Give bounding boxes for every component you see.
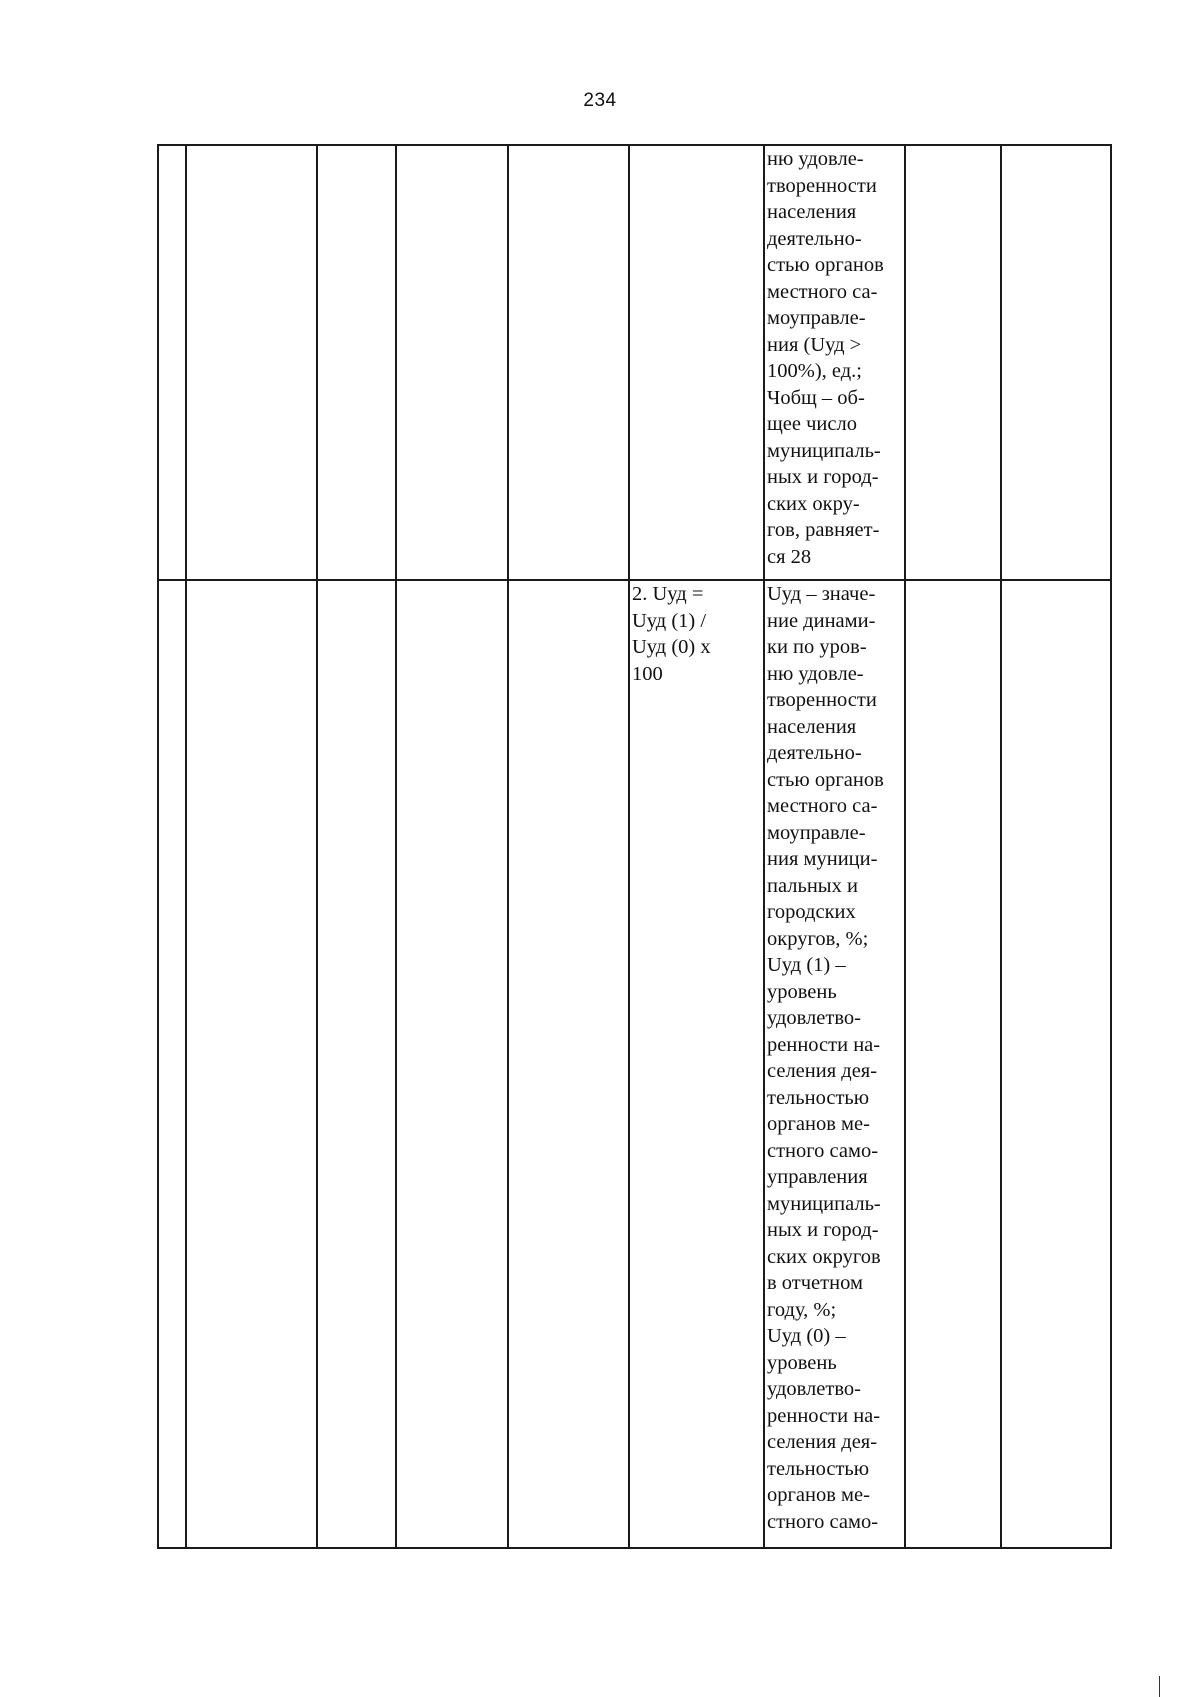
- table-cell: [396, 145, 508, 580]
- scan-mark: [1159, 1676, 1160, 1697]
- table-cell: [905, 145, 1001, 580]
- table-cell: [317, 580, 396, 1548]
- document-table: [157, 144, 1112, 1549]
- table-cell: [158, 145, 186, 580]
- table-cell: [1001, 580, 1111, 1548]
- table-cell: [317, 145, 396, 580]
- formula-cell: 2. Uуд = Uуд (1) / Uуд (0) х 100: [629, 580, 764, 1548]
- page-number: 234: [583, 90, 617, 111]
- description-cell: Uуд – значе- ние динами- ки по уров- ню удовле- творенности населения деятельно- стью органов местного са- моуправле- ния муници- пальных и городских округов, %; Uуд (1) – уровень удовлетво- ренности на- селения дея- тельностью органов ме- стного само- управления муниципаль- ных и город- ских округов в отчетном году, %; Uуд (0) – уровень удовлетво- ренности на- селения дея- тельностью органов ме- стного само-: [764, 580, 905, 1548]
- table-cell: [1001, 145, 1111, 580]
- table-cell: [508, 580, 629, 1548]
- table-row: [158, 145, 1111, 580]
- formula-cell: [629, 145, 764, 580]
- description-cell: ню удовле- творенности населения деятельно- стью органов местного са- моуправле- ния (Uуд > 100%), ед.; Чобщ – об- щее число муниципаль- ных и город- ских окру- гов, равняет- ся 28: [764, 145, 905, 580]
- table-cell: [158, 580, 186, 1548]
- table-cell: [905, 580, 1001, 1548]
- table-row: [158, 580, 1111, 1548]
- table-cell: [396, 580, 508, 1548]
- table-cell: [186, 145, 317, 580]
- table-cell: [186, 580, 317, 1548]
- table-cell: [508, 145, 629, 580]
